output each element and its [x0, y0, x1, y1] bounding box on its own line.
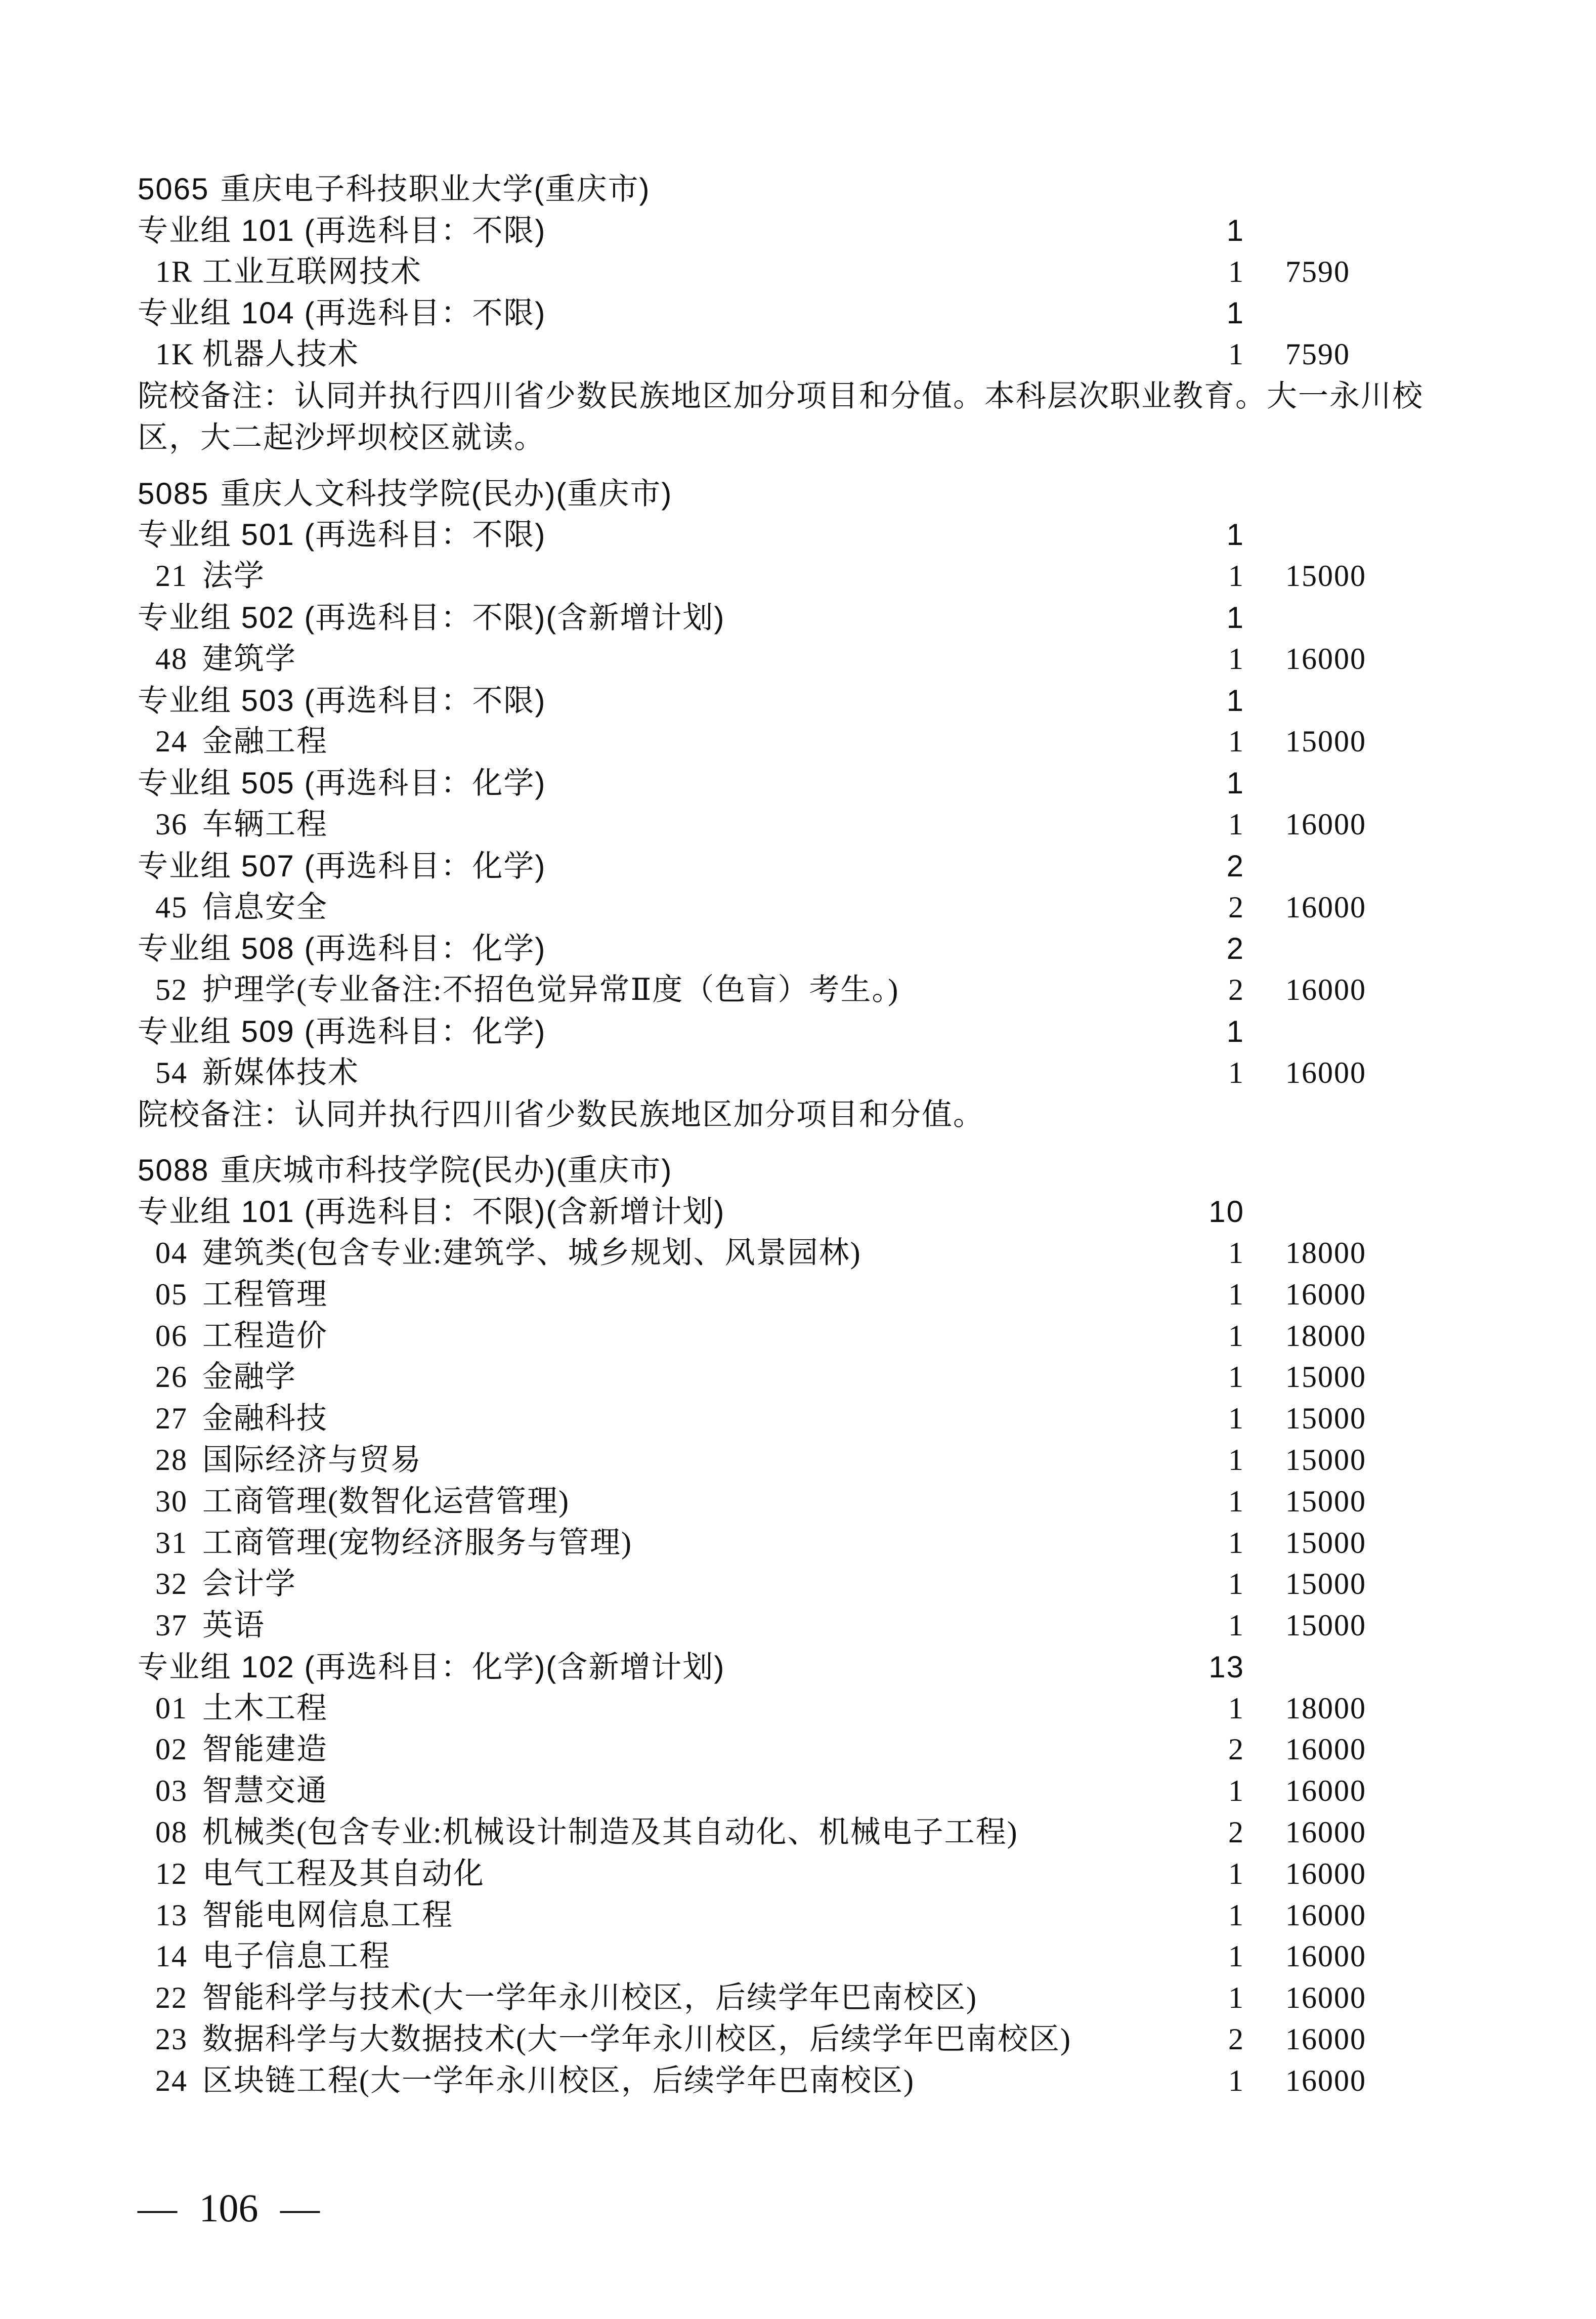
major-group-row [0, 292, 1596, 334]
school-code: 5088 [138, 1153, 209, 1188]
major-plan-count: 2 [1228, 1733, 1244, 1766]
major-code: 45 [155, 890, 188, 924]
major-plan-count: 1 [1228, 807, 1244, 841]
major-code: 31 [155, 1526, 188, 1559]
major-tuition-fee: 16000 [1285, 2022, 1366, 2056]
major-tuition-fee: 15000 [1285, 1567, 1366, 1601]
major-name: 电子信息工程 [202, 1939, 391, 1973]
school-heading-text [138, 473, 672, 515]
major-tuition-fee: 16000 [1285, 1733, 1366, 1766]
major-plan-count: 1 [1228, 1526, 1244, 1559]
major-name: 金融学 [202, 1360, 296, 1394]
major-tuition-fee: 15000 [1285, 1402, 1366, 1436]
group-plan-count: 2 [1226, 849, 1244, 883]
group-label: 专业组 503 (再选科目：不限) [138, 683, 546, 718]
major-plan-count: 1 [1228, 1774, 1244, 1808]
major-code: 04 [155, 1236, 188, 1270]
major-plan-count: 1 [1228, 559, 1244, 593]
major-tuition-fee: 15000 [1285, 725, 1366, 758]
major-row [0, 1440, 1596, 1481]
major-row [0, 1398, 1596, 1440]
major-row [0, 2060, 1596, 2102]
major-row [0, 1233, 1596, 1274]
major-row [0, 969, 1596, 1011]
major-plan-count: 1 [1228, 1691, 1244, 1725]
major-tuition-fee: 18000 [1285, 1319, 1366, 1353]
major-code: 37 [155, 1609, 188, 1642]
school-block [0, 168, 1596, 458]
major-row [0, 1770, 1596, 1812]
major-code: 24 [155, 725, 188, 758]
remark-text-wrap [138, 1094, 984, 1136]
major-tuition-fee: 16000 [1285, 1939, 1366, 1973]
major-plan-count: 1 [1228, 1857, 1244, 1890]
major-group-row [0, 210, 1596, 251]
page-number: — 106 — [138, 2186, 320, 2230]
remark-label: 院校备注： [138, 1097, 294, 1131]
group-plan-count: 1 [1226, 518, 1244, 552]
major-name: 智慧交通 [202, 1774, 328, 1808]
major-code: 48 [155, 642, 188, 676]
major-tuition-fee: 15000 [1285, 1526, 1366, 1559]
major-row [0, 334, 1596, 375]
group-plan-count: 10 [1209, 1195, 1244, 1229]
major-name: 护理学(专业备注:不招色觉异常Ⅱ度（色盲）考生。) [202, 973, 899, 1007]
major-row [0, 1052, 1596, 1094]
major-name: 智能建造 [202, 1733, 328, 1766]
major-code: 03 [155, 1774, 188, 1808]
school-remark-row [0, 1094, 1596, 1135]
major-plan-count: 1 [1228, 1981, 1244, 2015]
major-row [0, 251, 1596, 293]
major-tuition-fee: 16000 [1285, 642, 1366, 676]
group-plan-count: 1 [1226, 766, 1244, 800]
major-plan-count: 2 [1228, 890, 1244, 924]
major-name: 信息安全 [202, 890, 328, 924]
major-row [0, 1895, 1596, 1936]
major-code: 27 [155, 1402, 188, 1436]
major-name: 机械类(包含专业:机械设计制造及其自动化、机械电子工程) [202, 1816, 1018, 1849]
major-tuition-fee: 16000 [1285, 1898, 1366, 1932]
school-name: 重庆人文科技学院(民办)(重庆市) [220, 476, 673, 511]
major-group-row [0, 514, 1596, 556]
major-code: 01 [155, 1691, 188, 1725]
major-tuition-fee: 15000 [1285, 1360, 1366, 1394]
remark-text: 区，大二起沙坪坝校区就读。 [138, 420, 545, 454]
group-plan-count: 1 [1226, 296, 1244, 330]
major-code: 54 [155, 1056, 188, 1089]
major-tuition-fee: 16000 [1285, 1816, 1366, 1849]
major-code: 12 [155, 1857, 188, 1890]
major-plan-count: 1 [1228, 1319, 1244, 1353]
major-plan-count: 1 [1228, 1277, 1244, 1311]
major-tuition-fee: 15000 [1285, 1609, 1366, 1642]
major-plan-count: 1 [1228, 338, 1244, 371]
major-row [0, 1605, 1596, 1647]
school-remark-row [0, 375, 1596, 417]
school-block [0, 473, 1596, 1135]
school-code: 5085 [138, 476, 209, 511]
major-group-row [0, 763, 1596, 804]
group-label: 专业组 101 (再选科目：不限) [138, 213, 546, 247]
major-name: 工商管理(宠物经济服务与管理) [202, 1526, 632, 1559]
major-name: 会计学 [202, 1567, 296, 1601]
major-row [0, 639, 1596, 680]
major-code: 36 [155, 807, 188, 841]
major-code: 28 [155, 1443, 188, 1477]
group-label: 专业组 505 (再选科目：化学) [138, 766, 546, 800]
major-code: 1K [155, 338, 195, 371]
major-row [0, 1812, 1596, 1853]
major-plan-count: 2 [1228, 2022, 1244, 2056]
major-code: 52 [155, 973, 188, 1007]
major-row [0, 1274, 1596, 1316]
major-row [0, 1977, 1596, 2019]
major-plan-count: 1 [1228, 1567, 1244, 1601]
major-plan-count: 2 [1228, 1816, 1244, 1849]
school-heading-text [138, 168, 650, 210]
major-name: 英语 [202, 1609, 265, 1642]
remark-text-wrap [138, 417, 545, 459]
major-name: 工程管理 [202, 1277, 328, 1311]
major-tuition-fee: 7590 [1285, 255, 1350, 288]
major-name: 土木工程 [202, 1691, 328, 1725]
group-label: 专业组 102 (再选科目：化学)(含新增计划) [138, 1650, 725, 1684]
group-plan-count: 13 [1209, 1650, 1244, 1684]
major-name: 工商管理(数智化运营管理) [202, 1484, 570, 1518]
major-code: 1R [155, 255, 193, 288]
major-plan-count: 1 [1228, 1939, 1244, 1973]
major-group-row [0, 1011, 1596, 1052]
school-heading [0, 473, 1596, 515]
group-label: 专业组 509 (再选科目：化学) [138, 1014, 546, 1048]
school-name: 重庆电子科技职业大学(重庆市) [220, 172, 651, 206]
major-name: 建筑类(包含专业:建筑学、城乡规划、风景园林) [202, 1236, 861, 1270]
major-tuition-fee: 16000 [1285, 973, 1366, 1007]
remark-label: 院校备注： [138, 378, 294, 413]
major-name: 智能电网信息工程 [202, 1898, 453, 1932]
group-label: 专业组 104 (再选科目：不限) [138, 296, 546, 330]
major-name: 机器人技术 [202, 338, 359, 371]
major-code: 21 [155, 559, 188, 593]
major-plan-count: 1 [1228, 1898, 1244, 1932]
major-plan-count: 1 [1228, 1402, 1244, 1436]
school-heading [0, 168, 1596, 210]
major-tuition-fee: 15000 [1285, 559, 1366, 593]
major-tuition-fee: 16000 [1285, 1056, 1366, 1089]
major-plan-count: 2 [1228, 973, 1244, 1007]
major-plan-count: 1 [1228, 1484, 1244, 1518]
major-code: 30 [155, 1484, 188, 1518]
admission-plan-list [0, 168, 1596, 2102]
group-label: 专业组 507 (再选科目：化学) [138, 849, 546, 883]
major-tuition-fee: 16000 [1285, 1277, 1366, 1311]
school-remark-row [0, 417, 1596, 458]
major-name: 金融工程 [202, 725, 328, 758]
major-plan-count: 1 [1228, 1056, 1244, 1089]
major-name: 区块链工程(大一学年永川校区，后续学年巴南校区) [202, 2063, 915, 2097]
major-tuition-fee: 15000 [1285, 1443, 1366, 1477]
remark-text: 认同并执行四川省少数民族地区加分项目和分值。 [294, 1098, 984, 1131]
group-plan-count: 1 [1226, 1014, 1244, 1048]
major-row [0, 1564, 1596, 1605]
school-heading [0, 1150, 1596, 1191]
group-label: 专业组 101 (再选科目：不限)(含新增计划) [138, 1195, 725, 1229]
school-block [0, 1150, 1596, 2101]
remark-text-wrap [138, 375, 1424, 417]
major-code: 26 [155, 1360, 188, 1394]
major-row [0, 1316, 1596, 1357]
major-name: 工程造价 [202, 1319, 328, 1353]
major-code: 23 [155, 2022, 188, 2056]
group-plan-count: 1 [1226, 683, 1244, 718]
major-code: 32 [155, 1567, 188, 1601]
major-plan-count: 1 [1228, 2063, 1244, 2097]
group-label: 专业组 501 (再选科目：不限) [138, 518, 546, 552]
major-row [0, 2019, 1596, 2060]
major-group-row [0, 1191, 1596, 1233]
major-code: 08 [155, 1816, 188, 1849]
major-name: 电气工程及其自动化 [202, 1857, 485, 1890]
major-code: 14 [155, 1939, 188, 1973]
major-tuition-fee: 16000 [1285, 1857, 1366, 1890]
group-label: 专业组 508 (再选科目：化学) [138, 932, 546, 966]
major-group-row [0, 597, 1596, 639]
school-name: 重庆城市科技学院(民办)(重庆市) [220, 1153, 673, 1188]
major-code: 05 [155, 1277, 188, 1311]
major-row [0, 1729, 1596, 1770]
school-code: 5065 [138, 172, 209, 206]
major-group-row [0, 846, 1596, 887]
major-plan-count: 1 [1228, 255, 1244, 288]
major-name: 智能科学与技术(大一学年永川校区，后续学年巴南校区) [202, 1981, 977, 2015]
major-row [0, 1523, 1596, 1564]
major-name: 建筑学 [202, 642, 296, 676]
major-code: 02 [155, 1733, 188, 1766]
major-row [0, 721, 1596, 763]
major-plan-count: 1 [1228, 1443, 1244, 1477]
major-plan-count: 1 [1228, 642, 1244, 676]
major-code: 22 [155, 1981, 188, 2015]
major-name: 工业互联网技术 [202, 255, 422, 288]
group-label: 专业组 502 (再选科目：不限)(含新增计划) [138, 600, 725, 635]
major-plan-count: 1 [1228, 1360, 1244, 1394]
major-name: 法学 [202, 559, 265, 593]
major-tuition-fee: 15000 [1285, 1484, 1366, 1518]
major-row [0, 556, 1596, 597]
major-row [0, 1357, 1596, 1398]
major-plan-count: 1 [1228, 1236, 1244, 1270]
major-plan-count: 1 [1228, 1609, 1244, 1642]
major-plan-count: 1 [1228, 725, 1244, 758]
group-plan-count: 1 [1226, 213, 1244, 247]
major-name: 国际经济与贸易 [202, 1443, 422, 1477]
major-tuition-fee: 18000 [1285, 1691, 1366, 1725]
major-code: 06 [155, 1319, 188, 1353]
major-tuition-fee: 16000 [1285, 1774, 1366, 1808]
major-name: 数据科学与大数据技术(大一学年永川校区，后续学年巴南校区) [202, 2022, 1071, 2056]
major-tuition-fee: 16000 [1285, 1981, 1366, 2015]
major-row [0, 887, 1596, 929]
major-row [0, 804, 1596, 846]
remark-text: 认同并执行四川省少数民族地区加分项目和分值。本科层次职业教育。大一永川校 [294, 379, 1424, 413]
major-code: 13 [155, 1898, 188, 1932]
major-group-row [0, 1647, 1596, 1688]
major-group-row [0, 928, 1596, 969]
major-group-row [0, 680, 1596, 722]
major-tuition-fee: 18000 [1285, 1236, 1366, 1270]
group-plan-count: 1 [1226, 600, 1244, 635]
major-name: 车辆工程 [202, 807, 328, 841]
group-plan-count: 2 [1226, 932, 1244, 966]
school-heading-text [138, 1150, 672, 1191]
major-name: 金融科技 [202, 1402, 328, 1436]
major-tuition-fee: 7590 [1285, 338, 1350, 371]
major-code: 24 [155, 2063, 188, 2097]
major-row [0, 1688, 1596, 1730]
major-tuition-fee: 16000 [1285, 890, 1366, 924]
major-row [0, 1481, 1596, 1523]
major-row [0, 1853, 1596, 1895]
major-tuition-fee: 16000 [1285, 2063, 1366, 2097]
major-row [0, 1936, 1596, 1977]
major-name: 新媒体技术 [202, 1056, 359, 1089]
major-tuition-fee: 16000 [1285, 807, 1366, 841]
